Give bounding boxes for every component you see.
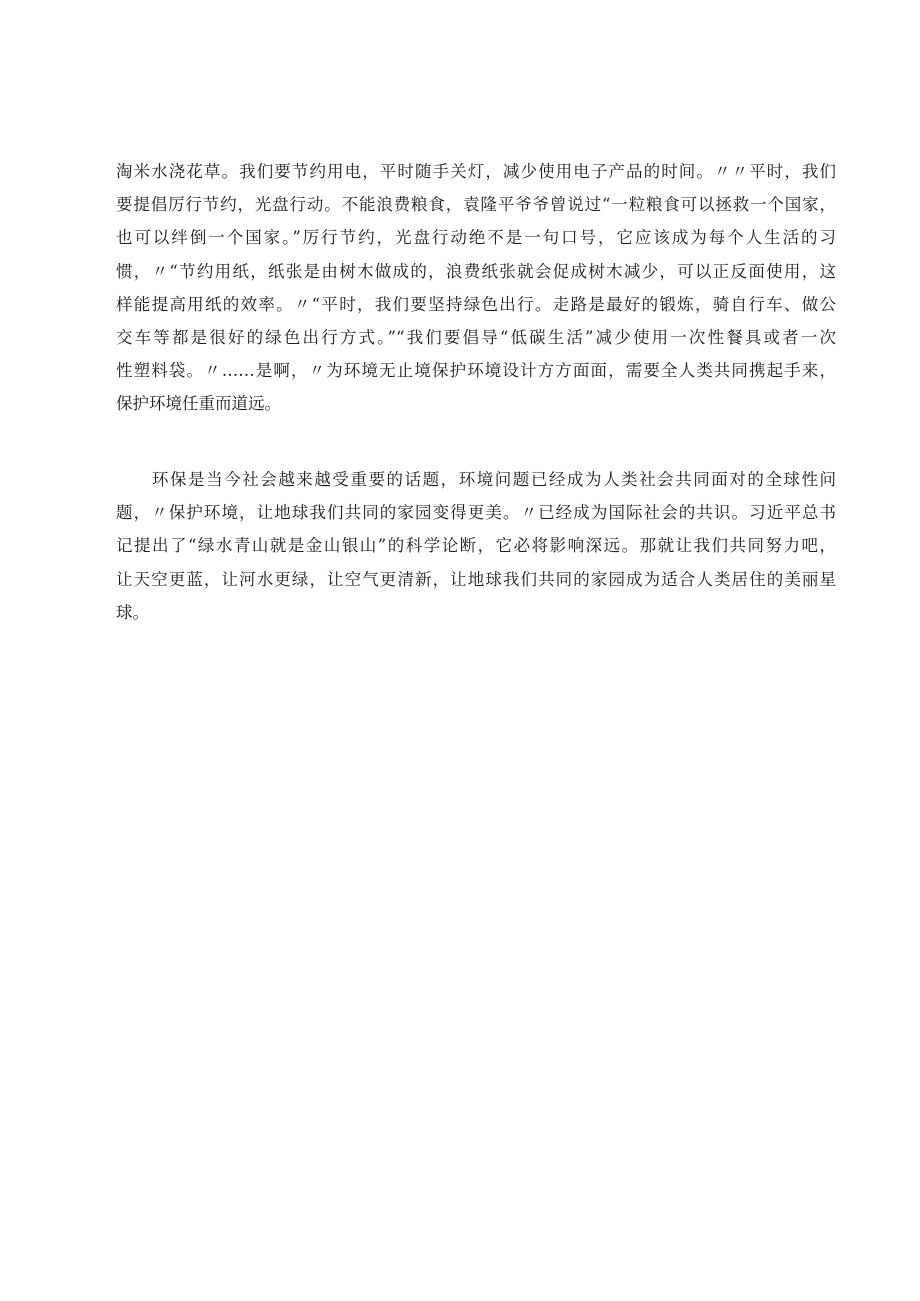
paragraph-line: 让天空更蓝，让河水更绿，让空气更清新，让地球我们共同的家园成为适合人类居住的美丽星	[116, 569, 836, 589]
paragraph-line: 要提倡厉行节约，光盘行动。不能浪费粮食，袁隆平爷爷曾说过“一粒粮食可以拯救一个国家，	[116, 195, 836, 215]
paragraph-line: 性塑料袋。〃……是啊，〃为环境无止境保护环境设计方方面面，需要全人类共同携起手来，	[116, 361, 836, 381]
paragraph-line: 惯，〃“节约用纸，纸张是由树木做成的，浪费纸张就会促成树木减少，可以正反面使用，这	[116, 261, 836, 281]
paragraph-line: 球。	[116, 602, 149, 622]
paragraph-line: 保护环境任重而道远。	[116, 394, 281, 414]
paragraph-2	[116, 463, 836, 629]
paragraph-line: 样能提高用纸的效率。〃“平时，我们要坚持绿色出行。走路是最好的锻炼，骑自行车、做公	[116, 294, 836, 314]
paragraph-line: 交车等都是很好的绿色出行方式。”“我们要倡导“低碳生活”减少使用一次性餐具或者一次	[116, 327, 836, 347]
paragraph-line: 环保是当今社会越来越受重要的话题，环境问题已经成为人类社会共同面对的全球性问	[152, 470, 836, 489]
paragraph-line: 也可以绊倒一个国家。”厉行节约，光盘行动绝不是一句口号，它应该成为每个人生活的习	[116, 228, 836, 248]
paragraph-line: 题，〃保护环境，让地球我们共同的家园变得更美。〃已经成为国际社会的共识。习近平总书	[116, 503, 836, 523]
paragraph-1	[116, 155, 836, 421]
paragraph-line: 记提出了“绿水青山就是金山银山”的科学论断，它必将影响深远。那就让我们共同努力吧，	[116, 536, 836, 556]
paragraph-line: 淘米水浇花草。我们要节约用电，平时随手关灯，减少使用电子产品的时间。〃〃平时，我们	[116, 162, 836, 181]
